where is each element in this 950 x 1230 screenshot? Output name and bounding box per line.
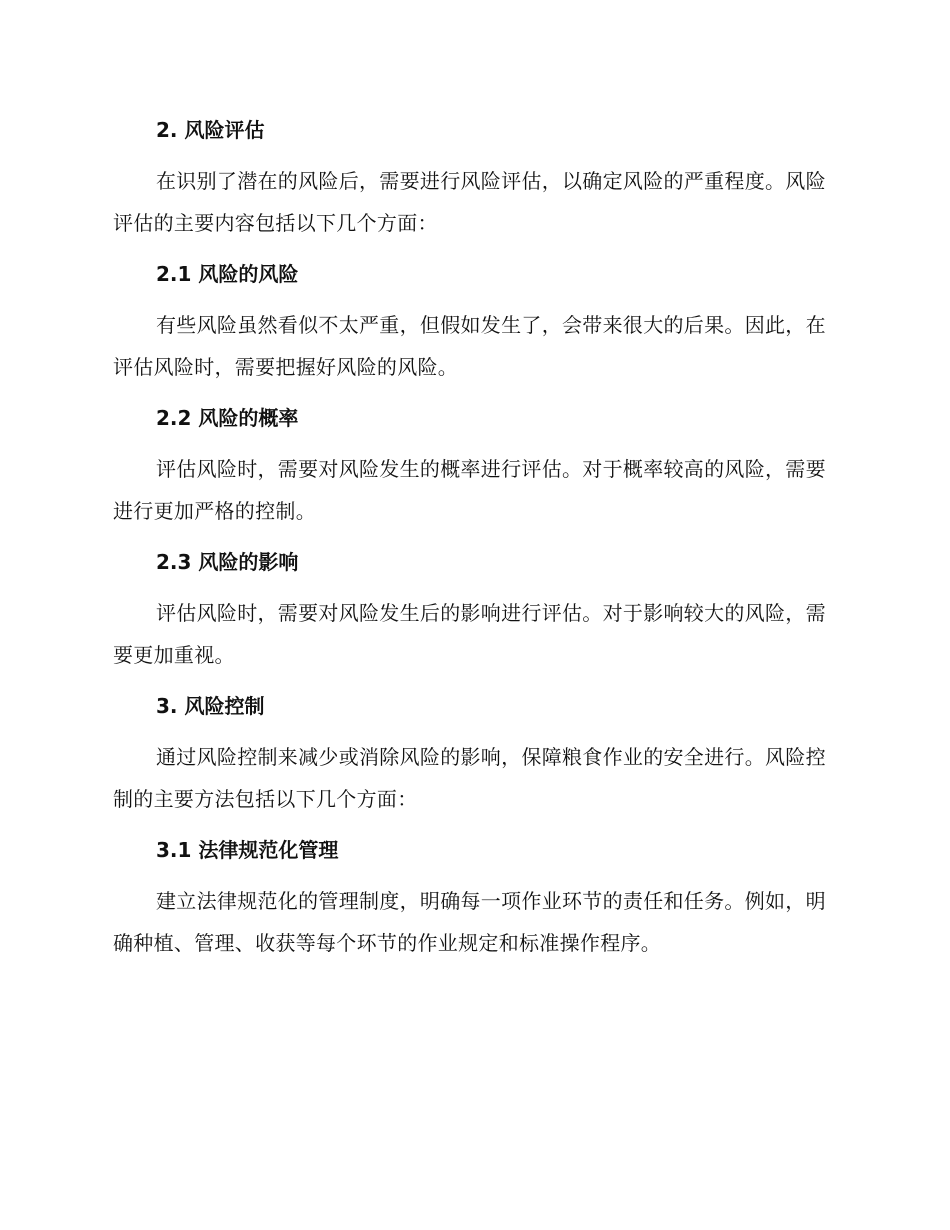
paragraph-risk-control-intro: 通过风险控制来减少或消除风险的影响，保障粮食作业的安全进行。风险控制的主要方法包括以下几个方面： <box>113 745 826 811</box>
paragraph-2-1: 有些风险虽然看似不太严重，但假如发生了，会带来很大的后果。因此，在评估风险时，需要把握好风险的风险。 <box>113 313 826 379</box>
section-heading-risk-assessment: 2. 风险评估 <box>156 118 265 142</box>
document-page <box>113 112 833 976</box>
paragraph-2-2: 评估风险时，需要对风险发生的概率进行评估。对于概率较高的风险，需要进行更加严格的控制。 <box>113 457 826 523</box>
subsection-heading-2-3: 2.3 风险的影响 <box>156 550 299 574</box>
subsection-heading-3-1: 3.1 法律规范化管理 <box>156 838 339 862</box>
paragraph-2-3: 评估风险时，需要对风险发生后的影响进行评估。对于影响较大的风险，需要更加重视。 <box>113 601 826 667</box>
section-heading-risk-control: 3. 风险控制 <box>156 694 265 718</box>
paragraph-risk-assessment-intro: 在识别了潜在的风险后，需要进行风险评估，以确定风险的严重程度。风险评估的主要内容包括以下几个方面： <box>113 169 826 235</box>
subsection-heading-2-2: 2.2 风险的概率 <box>156 406 299 430</box>
subsection-heading-2-1: 2.1 风险的风险 <box>156 262 299 286</box>
paragraph-3-1: 建立法律规范化的管理制度，明确每一项作业环节的责任和任务。例如，明确种植、管理、收获等每个环节的作业规定和标准操作程序。 <box>113 889 826 955</box>
